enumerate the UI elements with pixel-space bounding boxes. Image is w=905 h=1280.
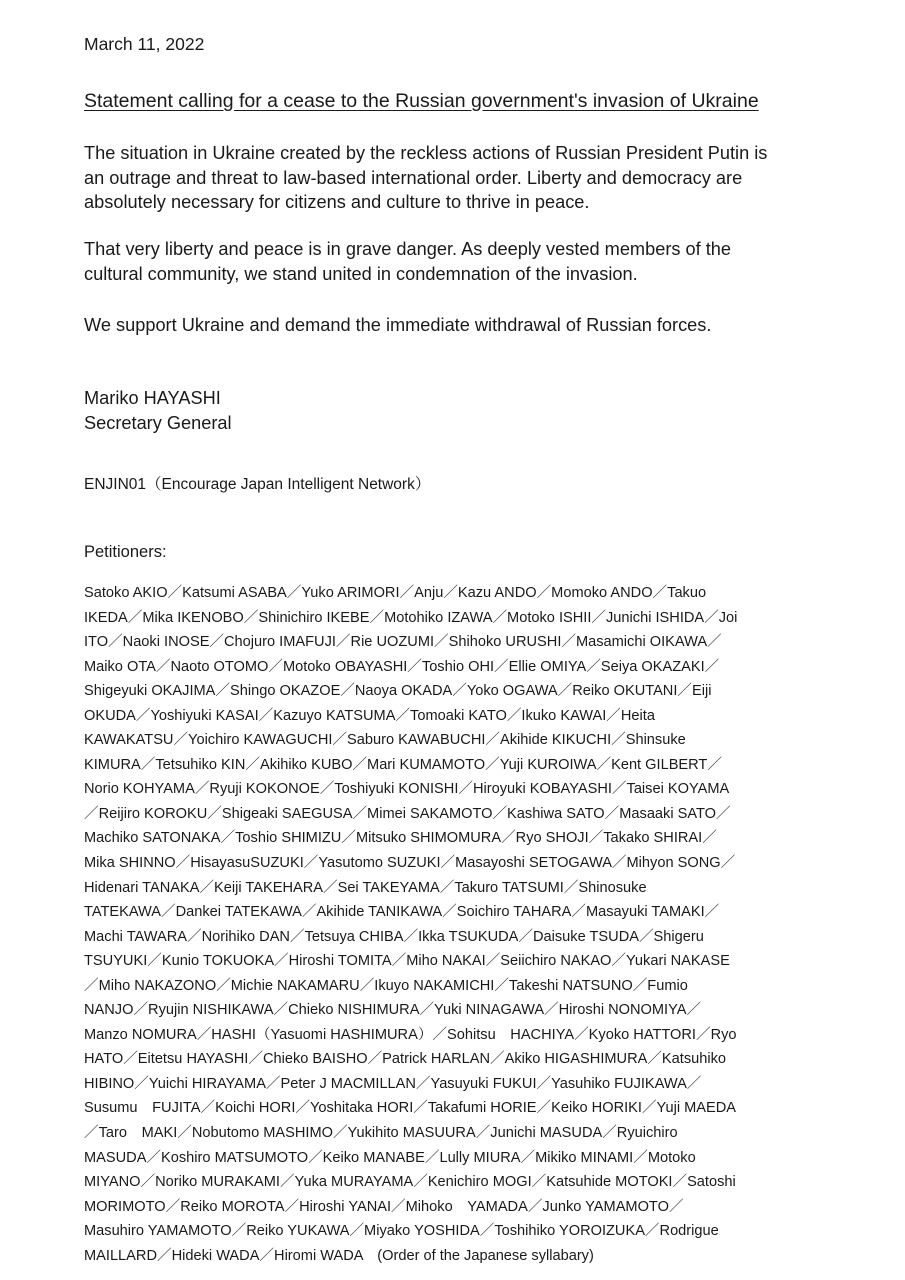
- paragraph-line: We support Ukraine and demand the immediate withdrawal of Russian forces.: [84, 315, 712, 335]
- petitioner-line: Mika SHINNO／HisayasuSUZUKI／Yasutomo SUZUKI／Masayoshi SETOGAWA／Mihyon SONG／: [84, 855, 736, 872]
- signatory-name: Mariko HAYASHI: [84, 388, 221, 408]
- paragraph-liberty: [84, 237, 731, 286]
- petitioner-line: ／Miho NAKAZONO／Michie NAKAMARU／Ikuyo NAKAMICHI／Takeshi NATSUNO／Fumio: [84, 977, 688, 994]
- paragraph-line: That very liberty and peace is in grave danger. As deeply vested members of the: [84, 239, 732, 259]
- petitioner-line: KIMURA／Tetsuhiko KIN／Akihiko KUBO／Mari KUMAMOTO／Yuji KUROIWA／Kent GILBERT／: [84, 756, 722, 773]
- paragraph-line: The situation in Ukraine created by the reckless actions of Russian President Putin is: [84, 143, 768, 163]
- petitioner-line: TSUYUKI／Kunio TOKUOKA／Hiroshi TOMITA／Miho NAKAI／Seiichiro NAKAO／Yukari NAKASE: [84, 953, 730, 970]
- signatory-role: Secretary General: [84, 412, 232, 433]
- petitioner-list: [84, 581, 804, 1268]
- statement-date: March 11, 2022: [84, 34, 205, 54]
- statement-title: Statement calling for a cease to the Russian government's invasion of Ukraine: [84, 90, 759, 112]
- petitioner-line: Machiko SATONAKA／Toshio SHIMIZU／Mitsuko SHIMOMURA／Ryo SHOJI／Takako SHIRAI／: [84, 830, 717, 847]
- petitioner-line: Norio KOHYAMA／Ryuji KOKONOE／Toshiyuki KONISHI／Hiroyuki KOBAYASHI／Taisei KOYAMA: [84, 781, 730, 798]
- petitioner-line: ／Taro MAKI／Nobutomo MASHIMO／Yukihito MASUURA／Junichi MASUDA／Ryuichiro: [84, 1125, 678, 1142]
- organization-name: ENJIN01（Encourage Japan Intelligent Network）: [84, 476, 431, 493]
- petitioner-line: TATEKAWA／Dankei TATEKAWA／Akihide TANIKAWA／Soichiro TAHARA／Masayuki TAMAKI／: [84, 904, 720, 921]
- petitioner-line: Susumu FUJITA／Koichi HORI／Yoshitaka HORI／Takafumi HORIE／Keiko HORIKI／Yuji MAEDA: [84, 1100, 737, 1117]
- paragraph-line: absolutely necessary for citizens and culture to thrive in peace.: [84, 192, 590, 212]
- paragraph-support: [84, 313, 711, 338]
- petitioner-line: MASUDA／Koshiro MATSUMOTO／Keiko MANABE／Lully MIURA／Mikiko MINAMI／Motoko: [84, 1149, 696, 1166]
- petitioner-line: Manzo NOMURA／HASHI（Yasuomi HASHIMURA）／Sohitsu HACHIYA／Kyoko HATTORI／Ryo: [84, 1026, 737, 1043]
- petitioner-line: ／Reijiro KOROKU／Shigeaki SAEGUSA／Mimei SAKAMOTO／Kashiwa SATO／Masaaki SATO／: [84, 805, 731, 822]
- petitioner-line: MIYANO／Noriko MURAKAMI／Yuka MURAYAMA／Kenichiro MOGI／Katsuhide MOTOKI／Satoshi: [84, 1174, 736, 1191]
- petitioner-line: OKUDA／Yoshiyuki KASAI／Kazuyo KATSUMA／Tomoaki KATO／Ikuko KAWAI／Heita: [84, 707, 655, 724]
- paragraph-line: an outrage and threat to law-based international order. Liberty and democracy are: [84, 167, 743, 188]
- petitioner-line: ITO／Naoki INOSE／Chojuro IMAFUJI／Rie UOZUMI／Shihoko URUSHI／Masamichi OIKAWA／: [84, 634, 722, 651]
- paragraph-line: cultural community, we stand united in condemnation of the invasion.: [84, 263, 638, 284]
- petitioner-line: HATO／Eitetsu HAYASHI／Chieko BAISHO／Patrick HARLAN／Akiko HIGASHIMURA／Katsuhiko: [84, 1051, 727, 1068]
- petitioner-line: MORIMOTO／Reiko MOROTA／Hiroshi YANAI／Mihoko YAMADA／Junko YAMAMOTO／: [84, 1198, 684, 1215]
- petitioner-line: MAILLARD／Hideki WADA／Hiromi WADA (Order of the Japanese syllabary): [84, 1247, 594, 1264]
- petitioner-line: Hidenari TANAKA／Keiji TAKEHARA／Sei TAKEYAMA／Takuro TATSUMI／Shinosuke: [84, 879, 647, 896]
- petitioner-line: Masuhiro YAMAMOTO／Reiko YUKAWA／Miyako YOSHIDA／Toshihiko YOROIZUKA／Rodrigue: [84, 1223, 719, 1240]
- signature-block: [84, 386, 232, 435]
- petitioner-line: KAWAKATSU／Yoichiro KAWAGUCHI／Saburo KAWABUCHI／Akihide KIKUCHI／Shinsuke: [84, 732, 686, 749]
- petitioner-line: Satoko AKIO／Katsumi ASABA／Yuko ARIMORI／Anju／Kazu ANDO／Momoko ANDO／Takuo: [84, 585, 707, 601]
- petitioner-line: IKEDA／Mika IKENOBO／Shinichiro IKEBE／Motohiko IZAWA／Motoko ISHII／Junichi ISHIDA／Joi: [84, 609, 738, 626]
- paragraph-situation: [84, 141, 767, 215]
- petitioner-line: NANJO／Ryujin NISHIKAWA／Chieko NISHIMURA／Yuki NINAGAWA／Hiroshi NONOMIYA／: [84, 1002, 702, 1019]
- petitioners-heading: Petitioners:: [84, 543, 167, 561]
- petitioner-line: HIBINO／Yuichi HIRAYAMA／Peter J MACMILLAN／Yasuyuki FUKUI／Yasuhiko FUJIKAWA／: [84, 1075, 702, 1092]
- petitioner-line: Machi TAWARA／Norihiko DAN／Tetsuya CHIBA／Ikka TSUKUDA／Daisuke TSUDA／Shigeru: [84, 928, 704, 945]
- petitioner-line: Maiko OTA／Naoto OTOMO／Motoko OBAYASHI／Toshio OHI／Ellie OMIYA／Seiya OKAZAKI／: [84, 658, 720, 675]
- petitioner-line: Shigeyuki OKAJIMA／Shingo OKAZOE／Naoya OKADA／Yoko OGAWA／Reiko OKUTANI／Eiji: [84, 683, 712, 700]
